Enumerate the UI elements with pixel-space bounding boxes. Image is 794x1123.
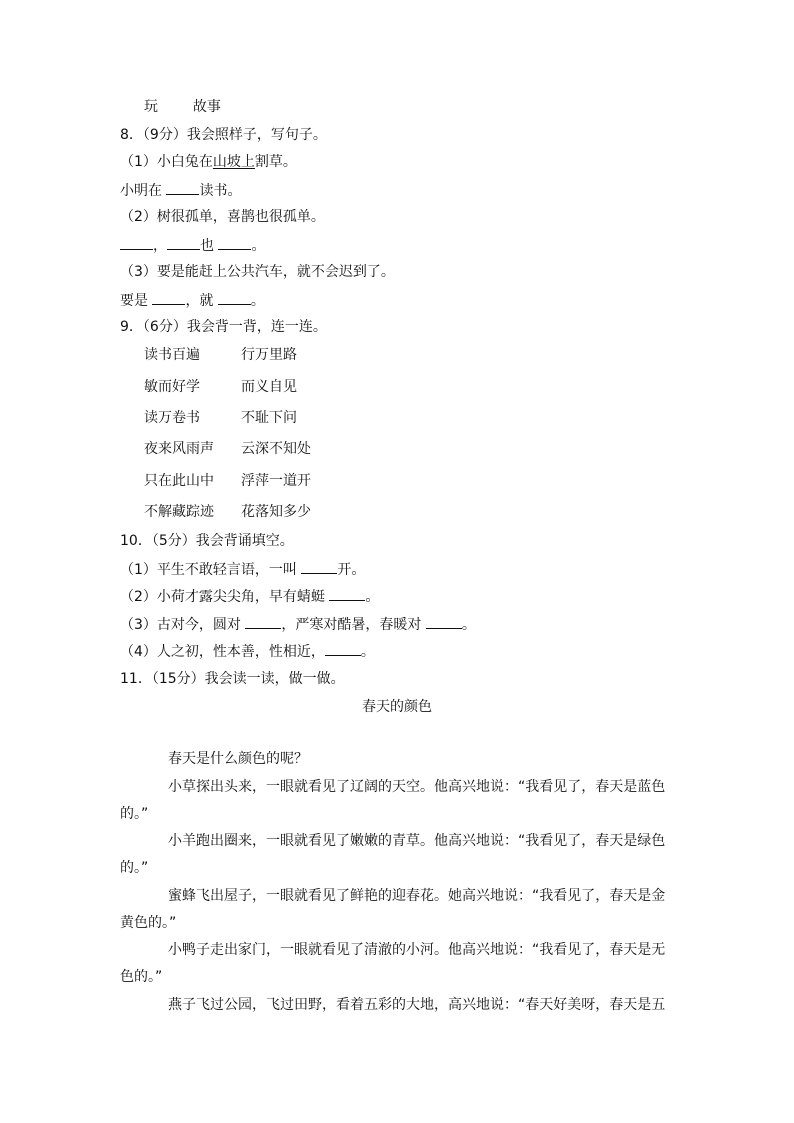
- q8-s1-prefix: （1）小白兔在: [120, 154, 213, 170]
- passage-paragraph-cont: 色的。”: [120, 969, 163, 985]
- passage-paragraph: 蜜蜂飞出屋子，一眼就看见了鲜艳的迎春花。她高兴地说：“我看见了，春天是金: [168, 888, 666, 904]
- q8-a2-end: 。: [251, 238, 266, 254]
- q9-right-item[interactable]: 行万里路: [241, 347, 297, 363]
- q8-a2-mid: 也: [200, 238, 219, 254]
- answer-blank[interactable]: [152, 290, 185, 305]
- q8-answer-2: [120, 235, 265, 255]
- answer-blank[interactable]: [218, 235, 251, 250]
- answer-blank[interactable]: [329, 586, 365, 601]
- q8-a2-comma: ，: [153, 238, 167, 254]
- top-word: 玩: [144, 99, 158, 115]
- q8-s1-suffix: 割草。: [254, 154, 297, 170]
- passage-paragraph: 小草探出头来，一眼就看见了辽阔的天空。他高兴地说：“我看见了，春天是蓝色: [168, 779, 666, 795]
- q10-i3-mid: ，严寒对酷暑，春暖对: [281, 617, 426, 633]
- top-word: 故事: [192, 99, 221, 115]
- passage-paragraph: 燕子飞过公园，飞过田野，看着五彩的大地，高兴地说：“春天好美呀，春天是五: [168, 997, 666, 1013]
- q10-item-4: [120, 641, 375, 661]
- q9-left-item[interactable]: 敏而好学: [144, 379, 200, 395]
- answer-blank[interactable]: [426, 614, 462, 629]
- q9-left-item[interactable]: 夜来风雨声: [144, 441, 214, 457]
- q8-a3-mid: ，就: [185, 293, 218, 309]
- top-word-row: [144, 97, 221, 117]
- passage-paragraph: 小羊跑出圈来，一眼就看见了嫩嫩的青草。他高兴地说：“我看见了，春天是绿色: [168, 833, 666, 849]
- q8-answer-3: [120, 290, 265, 310]
- q9-right-item[interactable]: 浮萍一道开: [241, 473, 311, 489]
- answer-blank[interactable]: [120, 235, 153, 250]
- answer-blank[interactable]: [218, 290, 251, 305]
- q8-sentence-3: （3）要是能赶上公共汽车，就不会迟到了。: [120, 264, 395, 280]
- q9-right-item[interactable]: 而义自见: [241, 379, 297, 395]
- q10-header: 10．（5分）我会背诵填空。: [120, 533, 294, 549]
- answer-blank[interactable]: [245, 614, 281, 629]
- passage-paragraph-cont: 的。”: [120, 806, 149, 822]
- q8-answer-1: [120, 180, 241, 200]
- q9-header: 9．（6分）我会背一背，连一连。: [120, 319, 327, 335]
- q9-right-item[interactable]: 不耻下问: [241, 410, 297, 426]
- answer-blank[interactable]: [301, 559, 337, 574]
- q8-a3-prefix: 要是: [120, 293, 153, 309]
- q10-i3-suffix: 。: [461, 617, 476, 633]
- q8-a1-suffix: 读书。: [199, 183, 242, 199]
- q9-left-item[interactable]: 读万卷书: [144, 410, 200, 426]
- q10-item-1: [120, 559, 365, 579]
- q10-item-3: [120, 614, 476, 634]
- q10-i4-suffix: 。: [360, 644, 375, 660]
- passage-title: 春天的颜色: [362, 699, 432, 715]
- passage-paragraph-cont: 的。”: [120, 860, 149, 876]
- passage-paragraph: 小鸭子走出家门，一眼就看见了清澈的小河。他高兴地说：“我看见了，春天是无: [168, 942, 666, 958]
- q9-left-item[interactable]: 读书百遍: [144, 347, 200, 363]
- q9-left-item[interactable]: 只在此山中: [144, 473, 214, 489]
- answer-blank[interactable]: [166, 180, 199, 195]
- q10-i4-prefix: （4）人之初，性本善，性相近，: [120, 644, 325, 660]
- q10-i2-prefix: （2）小荷才露尖尖角，早有蜻蜓: [120, 589, 330, 605]
- passage-paragraph-cont: 黄色的。”: [120, 915, 177, 931]
- answer-blank[interactable]: [167, 235, 200, 250]
- q10-i2-suffix: 。: [365, 589, 380, 605]
- passage-paragraph: 春天是什么颜色的呢？: [168, 751, 308, 767]
- answer-blank[interactable]: [325, 641, 361, 656]
- q10-i1-prefix: （1）平生不敢轻言语，一叫: [120, 562, 302, 578]
- q10-i1-suffix: 开。: [337, 562, 366, 578]
- q10-i3-prefix: （3）古对今，圆对: [120, 617, 246, 633]
- q8-sentence-2: （2）树很孤单，喜鹊也很孤单。: [120, 209, 325, 225]
- q9-left-item[interactable]: 不解藏踪迹: [144, 504, 214, 520]
- q9-right-item[interactable]: 花落知多少: [241, 504, 311, 520]
- q11-header: 11．（15分）我会读一读，做一做。: [120, 671, 345, 687]
- q9-right-item[interactable]: 云深不知处: [241, 441, 311, 457]
- q8-a3-end: 。: [250, 293, 265, 309]
- q8-header: 8．（9分）我会照样子，写句子。: [120, 127, 327, 143]
- q8-s1-underlined: 山坡上: [212, 154, 255, 170]
- q10-item-2: [120, 586, 379, 606]
- q8-sentence-1: [120, 152, 297, 172]
- q8-a1-prefix: 小明在: [120, 183, 167, 199]
